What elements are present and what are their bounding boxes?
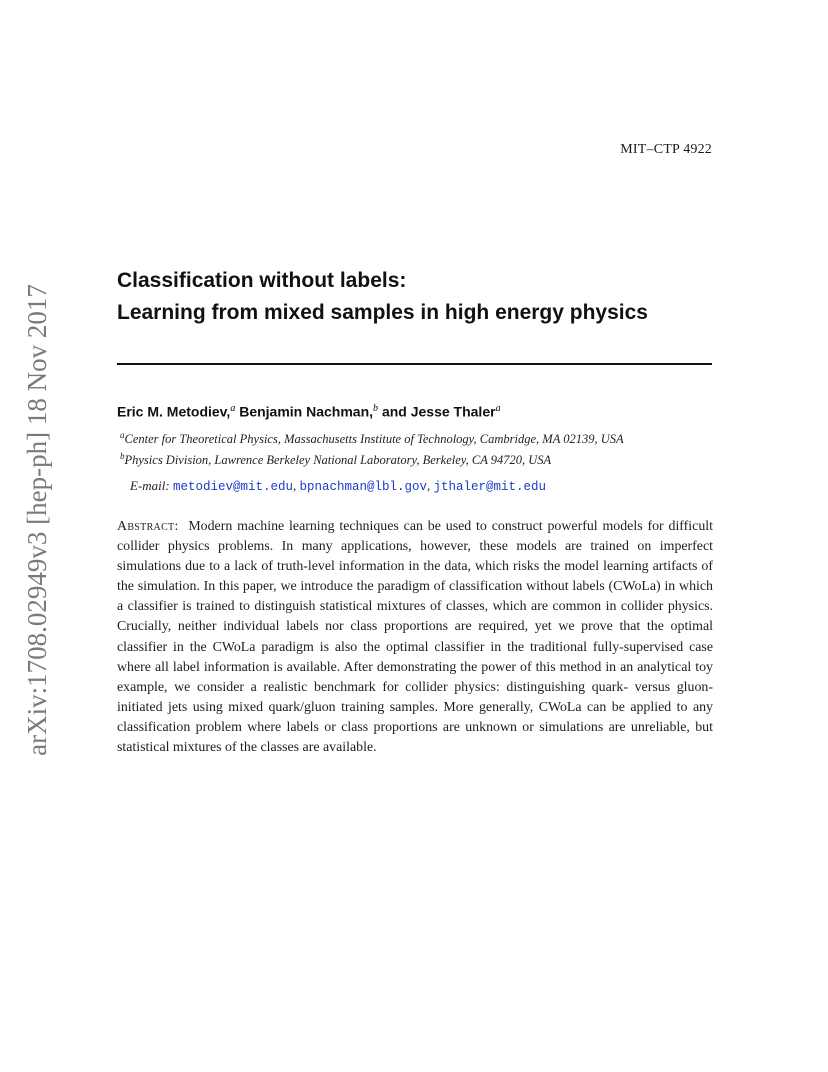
affiliation-mark: b — [373, 403, 379, 414]
author-conjunction: and — [381, 403, 407, 420]
affiliation-text: Center for Theoretical Physics, Massachusetts Institute of Technology, Cambridge, MA 02139, USA — [124, 432, 624, 447]
arxiv-stamp — [22, 270, 52, 770]
affiliation-a — [120, 430, 624, 447]
abstract — [117, 517, 713, 758]
author-name: Jesse Thaler — [410, 403, 496, 420]
email-link-metodiev[interactable]: metodiev@mit.edu — [172, 480, 293, 494]
email-label: E-mail: — [130, 478, 170, 493]
paper-title — [117, 265, 717, 329]
arxiv-stamp-text: arXiv:1708.02949v3 [hep-ph] 18 Nov 2017 — [22, 284, 52, 756]
title-line-1: Classification without labels: — [117, 269, 407, 292]
author-name: Benjamin Nachman, — [239, 403, 374, 420]
affiliation-mark: a — [495, 403, 501, 414]
preprint-number: MIT–CTP 4922 — [620, 142, 712, 157]
email-line: E-mail: metodiev@mit.edu, bpnachman@lbl.gov, jthaler@mit.edu — [130, 478, 547, 494]
title-rule — [117, 363, 712, 365]
affiliation-b — [120, 451, 551, 468]
author-list — [117, 403, 501, 420]
abstract-heading: Abstract: — [117, 519, 179, 534]
affiliation-text: Physics Division, Lawrence Berkeley National Laboratory, Berkeley, CA 94720, USA — [124, 453, 552, 468]
affiliation-mark: b — [120, 451, 125, 461]
abstract-text: Modern machine learning techniques can be used to construct powerful models for difficult collider physics problems. In many applications, however, these models are trained on imperfect simulations due to a lack of truth-level information in the data, which risks the model learning artifacts of the simulation. In this paper, we introduce the paradigm of classification without labels (CWoLa) in which a classifier is trained to distinguish statistical mixtures of classes, which are common in collider physics. Crucially, neither individual labels nor class proportions are required, yet we prove that the optimal classifier in the CWoLa paradigm is also the optimal classifier in the traditional fully-supervised case where all label information is available. After demonstrating the power of this method in an analytical toy example, we consider a realistic benchmark for collider physics: distinguishing quark- versus gluon-initiated jets using mixed quark/gluon training samples. More generally, CWoLa can be applied to any classification problem where labels or class proportions are unknown or simulations are unreliable, but statistical mixtures of the classes are available. — [117, 519, 713, 756]
author-name: Eric M. Metodiev, — [117, 403, 231, 420]
affiliation-mark: a — [120, 430, 125, 440]
email-link-nachman[interactable]: bpnachman@lbl.gov — [299, 480, 428, 494]
affiliation-mark: a — [230, 403, 236, 414]
title-line-2: Learning from mixed samples in high energy physics — [117, 301, 648, 324]
email-link-thaler[interactable]: jthaler@mit.edu — [433, 480, 547, 494]
